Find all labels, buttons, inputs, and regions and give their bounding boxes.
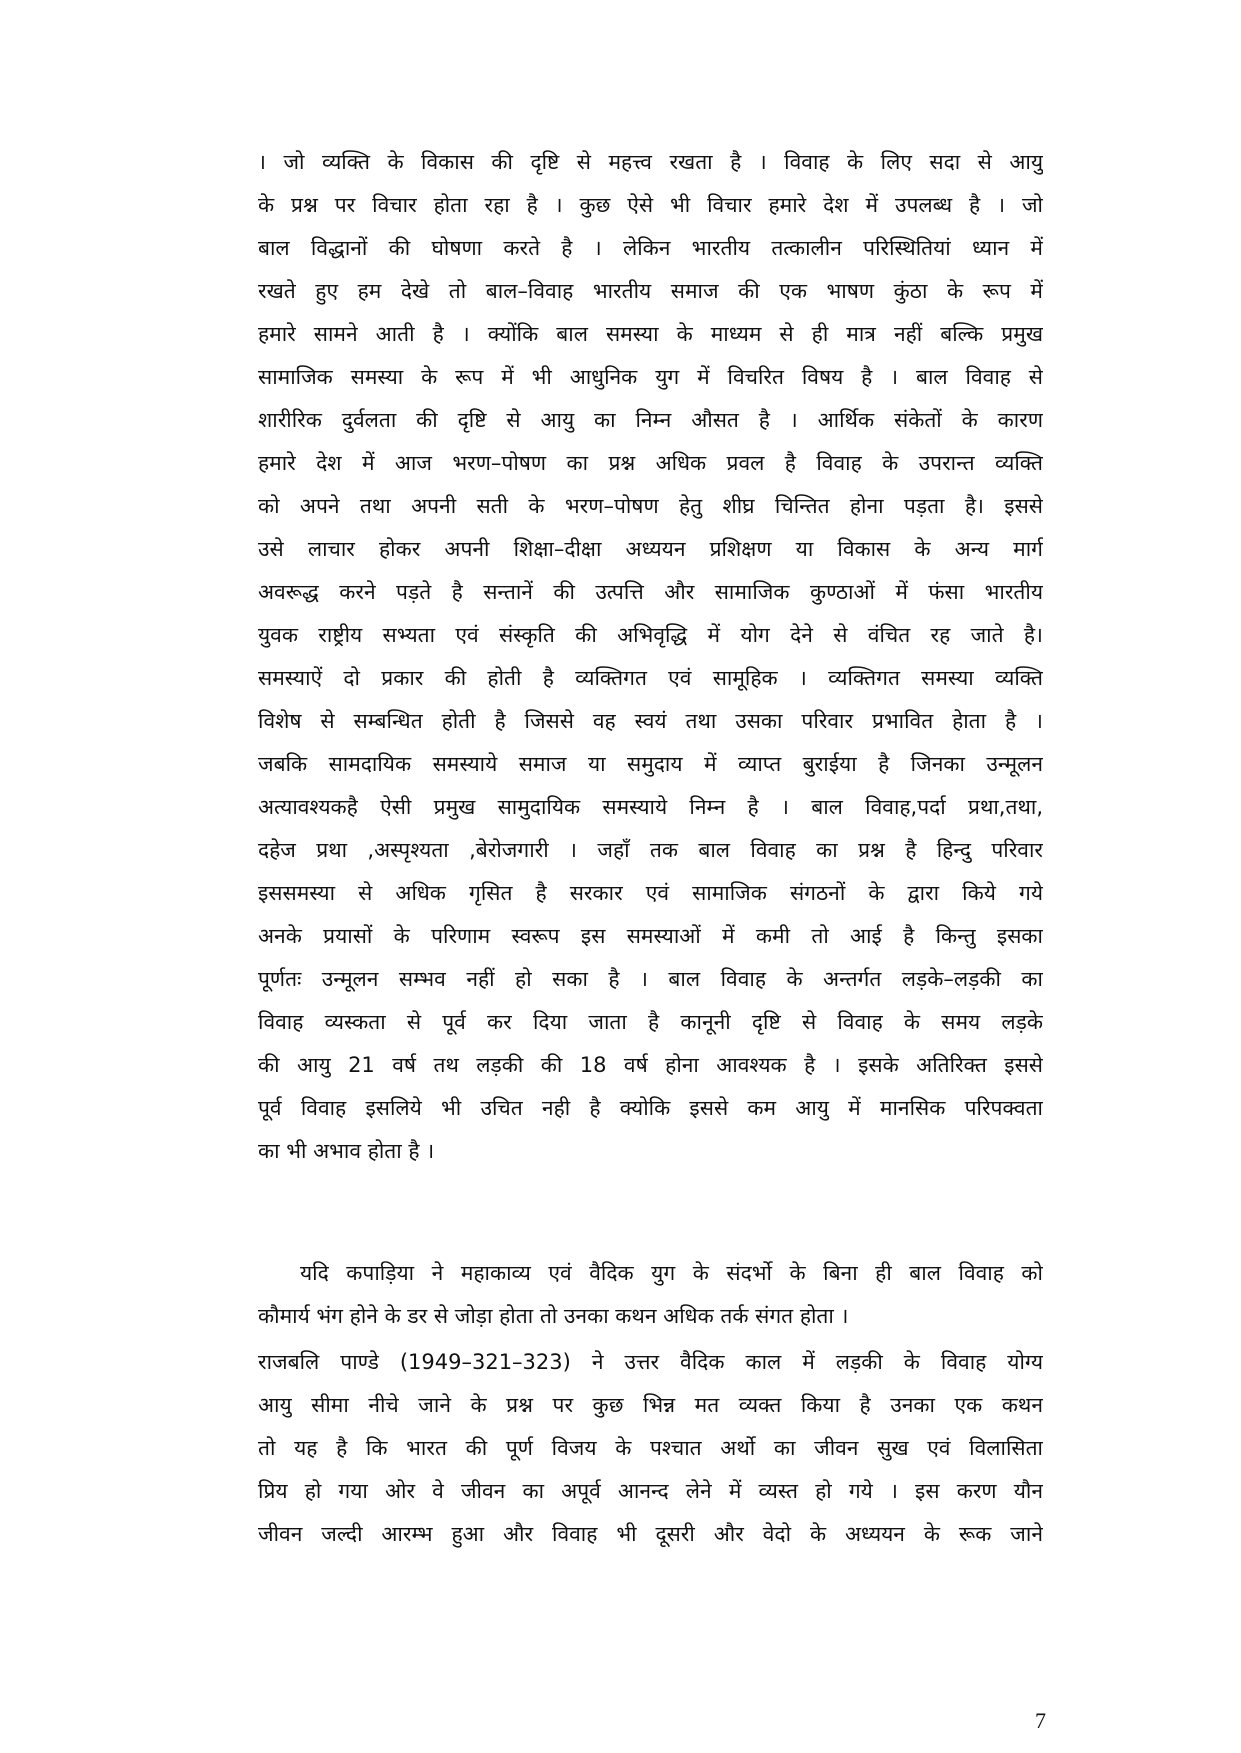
text-line: पूर्व विवाह इसलिये भी उचित नही है क्योकि इससे कम आयु में मानसिक परिपक्वता bbox=[258, 1096, 1043, 1120]
text-line: आयु सीमा नीचे जाने के प्रश्न पर कुछ भिन्न मत व्यक्त किया है उनका एक कथन bbox=[258, 1393, 1043, 1417]
text-line: समस्याऐं दो प्रकार की होती है व्यक्तिगत एवं सामूहिक । व्यक्तिगत समस्या व्यक्ति bbox=[258, 666, 1043, 690]
paragraph-1 bbox=[258, 141, 1043, 1173]
text-line: । जो व्यक्ति के विकास की दृष्टि से महत्त्व रखता है । विवाह के लिए सदा से आयु bbox=[258, 150, 1043, 174]
text-line: दहेज प्रथा ,अस्पृश्यता ,बेरोजगारी । जहाँ तक बाल विवाह का प्रश्न है हिन्दु परिवार bbox=[258, 838, 1043, 862]
text-line: विशेष से सम्बन्धित होती है जिससे वह स्वयं तथा उसका परिवार प्रभावित हेाता है । bbox=[258, 709, 1043, 733]
text-line: इससमस्या से अधिक गृसित है सरकार एवं सामाजिक संगठनों के द्वारा किये गये bbox=[258, 881, 1043, 905]
text-line: का भी अभाव होता है । bbox=[258, 1139, 435, 1163]
paragraph-2 bbox=[258, 1252, 1043, 1338]
text-line: प्रिय हो गया ओर वे जीवन का अपूर्व आनन्द लेने में व्यस्त हो गये । इस करण यौन bbox=[258, 1479, 1043, 1503]
text-line: उसे लाचार होकर अपनी शिक्षा–दीक्षा अध्ययन प्रशिक्षण या विकास के अन्य मार्ग bbox=[258, 537, 1043, 561]
paragraph-3 bbox=[258, 1341, 1043, 1556]
text-line: राजबलि पाण्डे (1949–321–323) ने उत्तर वैदिक काल में लड़की के विवाह योग्य bbox=[258, 1350, 1043, 1374]
text-line: अवरूद्ध करने पड़ते है सन्तानें की उत्पत्ति और सामाजिक कुण्ठाओं में फंसा भारतीय bbox=[258, 580, 1043, 604]
text-line: पूर्णतः उन्मूलन सम्भव नहीं हो सका है । बाल विवाह के अन्तर्गत लड़के–लड़की का bbox=[258, 967, 1043, 991]
text-line: कौमार्य भंग होने के डर से जोड़ा होता तो उनका कथन अधिक तर्क संगत होता । bbox=[258, 1304, 849, 1328]
text-line: बाल विद्धानों की घोषणा करते है । लेकिन भारतीय तत्कालीन परिस्थितियां ध्यान में bbox=[258, 236, 1043, 260]
text-line: के प्रश्न पर विचार होता रहा है । कुछ ऐसे भी विचार हमारे देश में उपलब्ध है । जो bbox=[258, 193, 1043, 217]
text-line: विवाह व्यस्कता से पूर्व कर दिया जाता है कानूनी दृष्टि से विवाह के समय लड़के bbox=[258, 1010, 1043, 1034]
text-line: यदि कपाड़िया ने महाकाव्य एवं वैदिक युग के संदर्भो के बिना ही बाल विवाह को bbox=[300, 1261, 1043, 1285]
text-line: की आयु 21 वर्ष तथ लड़की की 18 वर्ष होना आवश्यक है । इसके अतिरिक्त इससे bbox=[258, 1053, 1043, 1077]
text-line: तो यह है कि भारत की पूर्ण विजय के पश्चात अर्थो का जीवन सुख एवं विलासिता bbox=[258, 1436, 1043, 1460]
text-line: युवक राष्ट्रीय सभ्यता एवं संस्कृति की अभिवृद्धि में योग देने से वंचित रह जाते है। bbox=[258, 623, 1043, 647]
text-line: सामाजिक समस्या के रूप में भी आधुनिक युग में विचरित विषय है । बाल विवाह से bbox=[258, 365, 1043, 389]
text-line: शारीरिक दुर्वलता की दृष्टि से आयु का निम्न औसत है । आर्थिक संकेतों के कारण bbox=[258, 408, 1043, 432]
text-line: जीवन जल्दी आरम्भ हुआ और विवाह भी दूसरी और वेदो के अध्ययन के रूक जाने bbox=[258, 1522, 1043, 1546]
text-line: जबकि सामदायिक समस्याये समाज या समुदाय में व्याप्त बुराईया है जिनका उन्मूलन bbox=[258, 752, 1043, 776]
text-line: हमारे देश में आज भरण–पोषण का प्रश्न अधिक प्रवल है विवाह के उपरान्त व्यक्ति bbox=[258, 451, 1043, 475]
text-line: अत्यावश्यकहै ऐसी प्रमुख सामुदायिक समस्याये निम्न है । बाल विवाह,पर्दा प्रथा,तथा, bbox=[258, 795, 1043, 819]
text-line: को अपने तथा अपनी सती के भरण–पोषण हेतु शीघ्र चिन्तित होना पड़ता है। इससे bbox=[258, 494, 1043, 518]
text-line: रखते हुए हम देखे तो बाल–विवाह भारतीय समाज की एक भाषण कुंठा के रूप में bbox=[258, 279, 1043, 303]
text-line: हमारे सामने आती है । क्योंकि बाल समस्या के माध्यम से ही मात्र नहीं बल्कि प्रमुख bbox=[258, 322, 1043, 346]
page-number: 7 bbox=[1035, 1708, 1046, 1733]
text-line: अनके प्रयासों के परिणाम स्वरूप इस समस्याओं में कमी तो आई है किन्तु इसका bbox=[258, 924, 1043, 948]
